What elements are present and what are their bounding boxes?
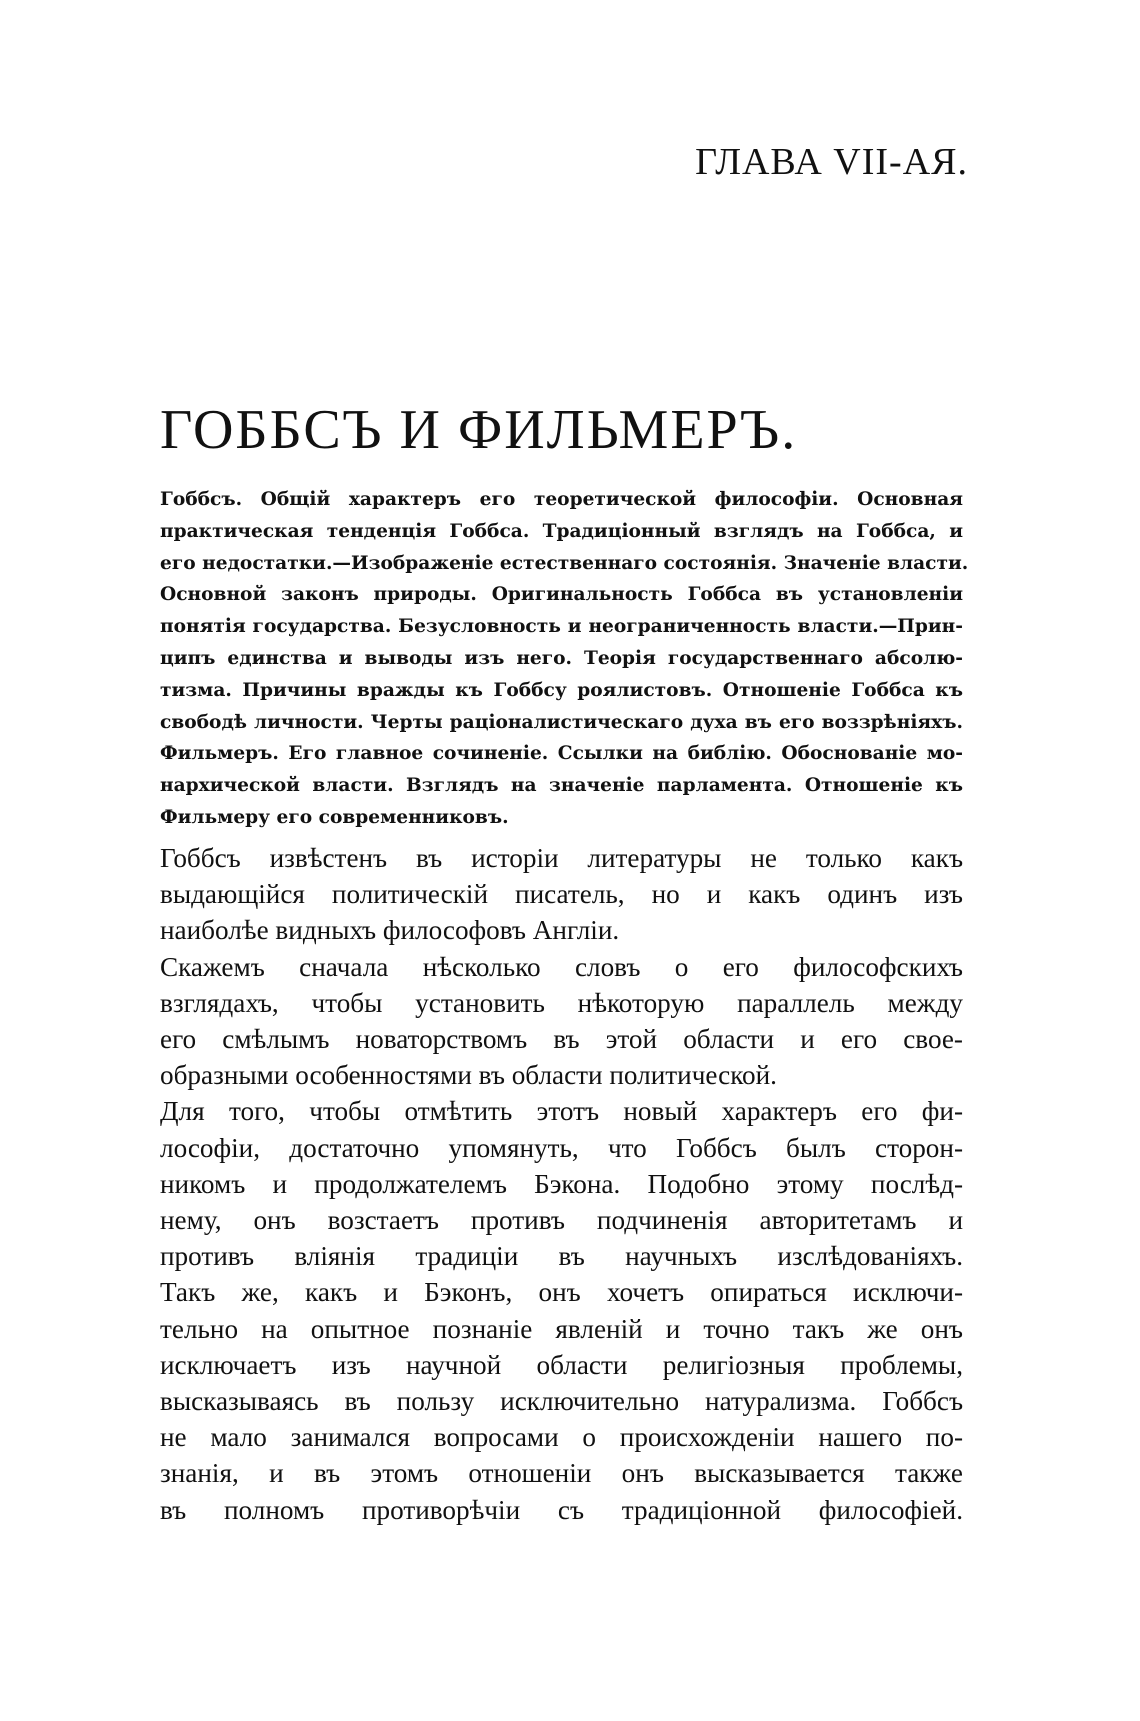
body-line: противъ вліянія традиціи въ научныхъ изслѣдованіяхъ. [160,1241,963,1272]
body-line: въ полномъ противорѣчіи съ традиціонной философіей. [160,1494,963,1525]
body-line: не мало занимался вопросами о происхожденіи нашего по- [160,1422,963,1453]
summary-line: Фильмеру его современниковъ. [160,806,509,828]
summary-line: ципъ единства и выводы изъ него. Теорія государственнаго абсолю- [160,647,963,669]
chapter-title: ГОББСЪ И ФИЛЬМЕРЪ. [160,399,798,461]
body-line: Гоббсъ извѣстенъ въ исторіи литературы не только какъ [160,843,963,873]
summary-line: нархической власти. Взглядъ на значеніе парламента. Отношеніе къ [160,775,963,797]
body-line: образными особенностями въ области политической. [160,1060,777,1091]
summary-line: понятія государства. Безусловность и неограниченность власти.—Прин- [160,616,963,638]
summary-line: Фильмеръ. Его главное сочиненіе. Ссылки на библію. Обоснованіе мо- [160,743,963,765]
body-line: Скажемъ сначала нѣсколько словъ о его философскихъ [160,951,963,982]
body-line: исключаетъ изъ научной области религіозныя проблемы, [160,1349,963,1380]
body-line: наиболѣе видныхъ философовъ Англіи. [160,915,620,946]
chapter-heading: ГЛАВА VII-АЯ. [695,141,968,183]
summary-line: тизма. Причины вражды къ Гоббсу роялистовъ. Отношеніе Гоббса къ [160,679,963,701]
body-line: лософіи, достаточно упомянуть, что Гоббсъ былъ сторон- [160,1132,963,1163]
body-line: Для того, чтобы отмѣтить этотъ новый характеръ его фи- [160,1096,963,1127]
body-line: никомъ и продолжателемъ Бэкона. Подобно этому послѣд- [160,1168,963,1199]
summary-line: Основной законъ природы. Оригинальность Гоббса въ установленіи [160,584,963,606]
body-paragraphs [160,840,963,1528]
summary-line: практическая тенденція Гоббса. Традиціонный взглядъ на Гоббса, и [160,520,963,542]
summary-line: свободѣ личности. Черты раціоналистическаго духа въ его воззрѣніяхъ. [160,711,963,733]
summary-line: его недостатки.—Изображеніе естественнаго состоянія. Значеніе власти. [160,552,969,574]
body-line: нему, онъ возстаетъ противъ подчиненія авторитетамъ и [160,1205,963,1236]
body-line: взглядахъ, чтобы установить нѣкоторую параллель между [160,987,963,1018]
chapter-summary [160,484,969,834]
summary-line: Гоббсъ. Общій характеръ его теоретической философіи. Основная [160,489,963,510]
body-line: высказываясь въ пользу исключительно натурализма. Гоббсъ [160,1386,963,1417]
body-line: Такъ же, какъ и Бэконъ, онъ хочетъ опираться исключи- [160,1277,963,1308]
body-line: выдающійся политическій писатель, но и какъ одинъ изъ [160,879,963,910]
body-line: его смѣлымъ новаторствомъ въ этой области и его свое- [160,1024,963,1055]
body-line: тельно на опытное познаніе явленій и точно такъ же онъ [160,1313,963,1344]
body-line: знанія, и въ этомъ отношеніи онъ высказывается также [160,1458,963,1489]
